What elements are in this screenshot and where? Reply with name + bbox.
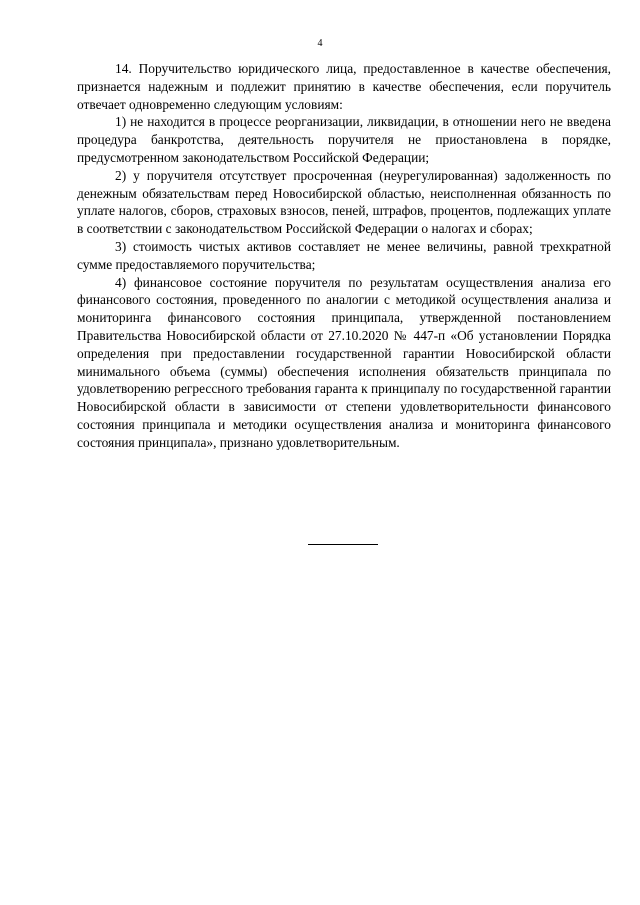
paragraph-subitem-2: 2) у поручителя отсутствует просроченная (неурегулированная) задолженность по денежным обязательствам перед Новосибирской областью, неисполненная обязанность по уплате налогов, сборов, страховых взносов, пеней, штрафов, процентов, подлежащих уплате в соответствии с законодательством Российской Федерации о налогах и сборах; [77,167,611,237]
paragraph-subitem-1: 1) не находится в процессе реорганизации, ликвидации, в отношении него не введена процедура банкротства, деятельность поручителя не приостановлена в порядке, предусмотренном законодательством Российской Федерации; [77,114,611,165]
paragraph-subitem-3: 3) стоимость чистых активов составляет не менее величины, равной трехкратной сумме предоставляемого поручительства; [77,238,611,272]
paragraph-subitem-4: 4) финансовое состояние поручителя по результатам осуществления анализа его финансового состояния, проведенного по аналогии с методикой осуществления анализа и мониторинга финансового состояния принципала, утвержденной постановлением Правительства Новосибирской области от 27.10.2020 № 447-п «Об установлении Порядка определения при предоставлении государственной гарантии Новосибирской области минимального объема (суммы) обеспечения исполнения обязательств принципала по удовлетворению регрессного требования гаранта к принципалу по государственной гарантии Новосибирской области в зависимости от степени удовлетворительности финансового состояния принципала и методики осуществления анализа и мониторинга финансового состояния принципала», признано удовлетворительным. [77,274,611,450]
paragraph-item-14: 14. Поручительство юридического лица, предоставленное в качестве обеспечения, признается надежным и подлежит принятию в качестве обеспечения, если поручитель отвечает одновременно следующим условиям: [77,61,611,112]
page-number: 4 [317,38,323,49]
document-body [77,60,611,452]
end-of-document-line [308,544,378,545]
